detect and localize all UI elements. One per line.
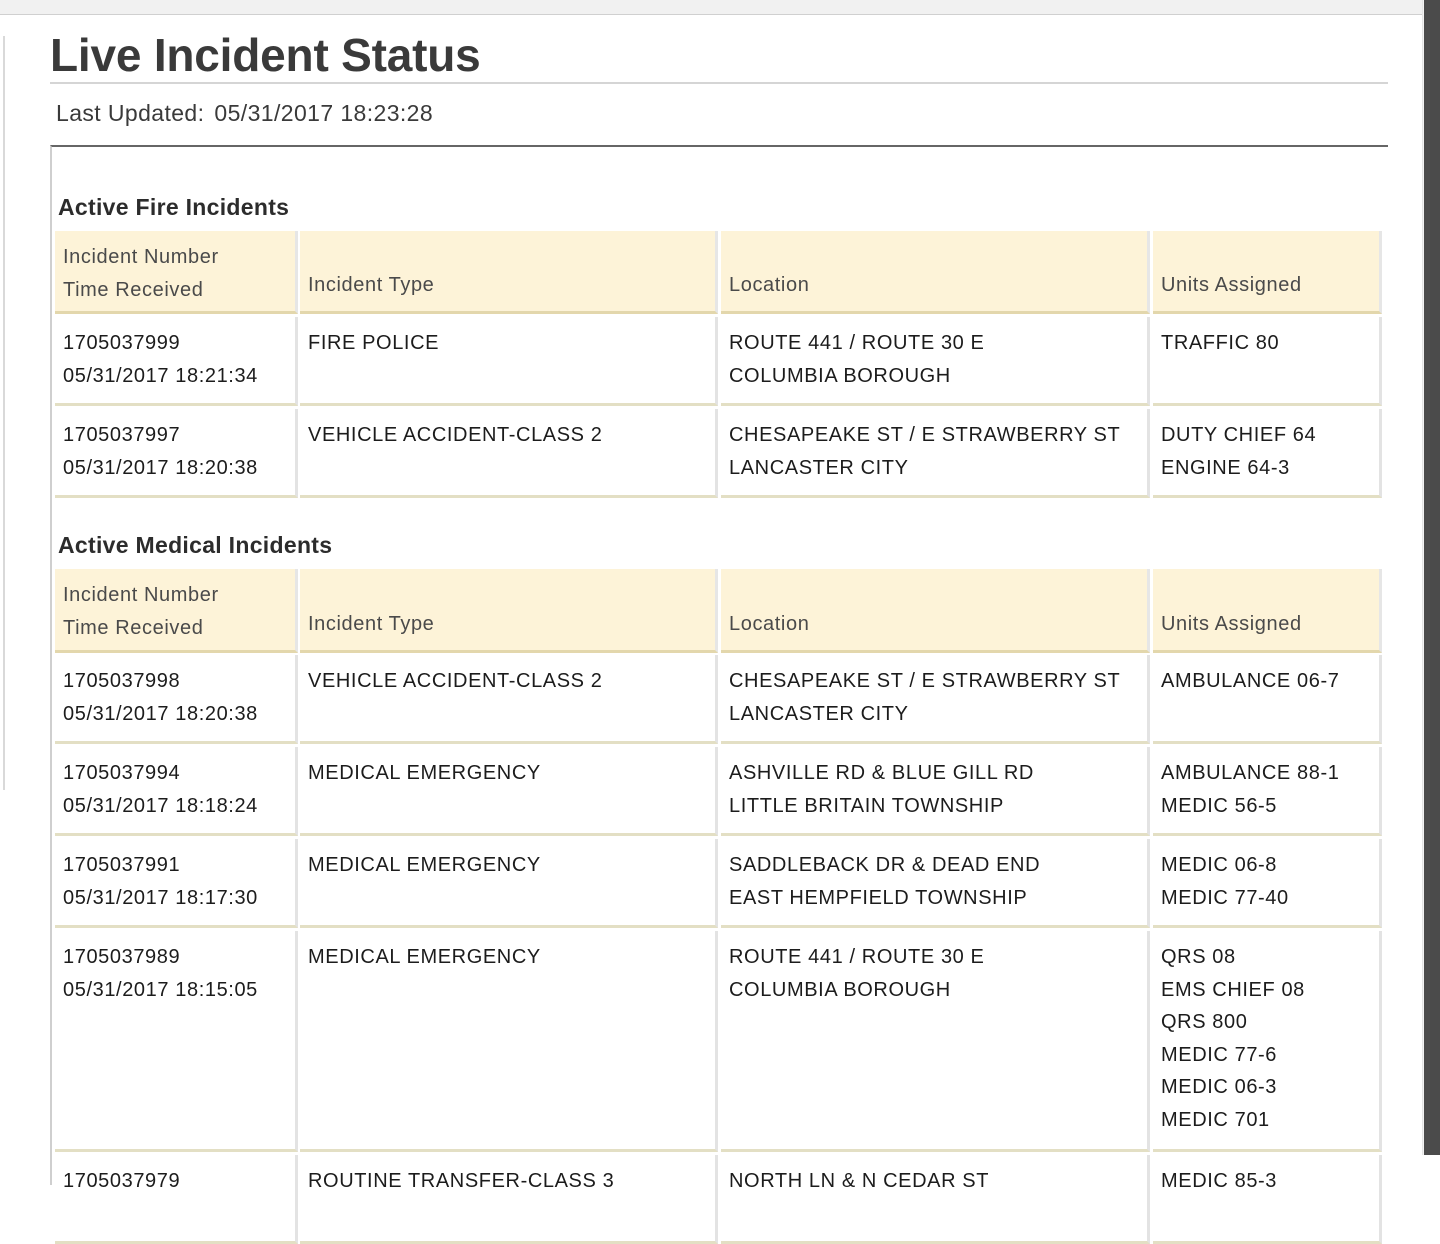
incident-type-cell <box>300 655 718 744</box>
unit-assigned: MEDIC 701 <box>1161 1108 1270 1131</box>
incident-number-cell <box>55 409 298 498</box>
header-units-assigned <box>1153 569 1382 653</box>
title-divider <box>50 82 1388 84</box>
header-location <box>721 231 1150 314</box>
incident-number-cell <box>55 839 298 928</box>
incident-type: ROUTINE TRANSFER-CLASS 3 <box>308 1170 615 1192</box>
header-location-label: Location <box>729 273 810 296</box>
unit-assigned: MEDIC 06-3 <box>1161 1076 1278 1098</box>
unit-assigned: MEDIC 06-8 <box>1161 854 1278 876</box>
unit-assigned: ENGINE 64-3 <box>1161 456 1290 479</box>
location-cell <box>721 1155 1150 1244</box>
last-updated-label: Last Updated: <box>56 100 205 126</box>
location-municipality: LANCASTER CITY <box>729 456 909 479</box>
time-received: 05/31/2017 18:20:38 <box>63 456 258 479</box>
incident-type: VEHICLE ACCIDENT-CLASS 2 <box>308 670 603 692</box>
table-header-row <box>55 231 1382 314</box>
incident-type: FIRE POLICE <box>308 332 440 354</box>
incident-number-cell <box>55 1155 298 1244</box>
location-cell <box>721 409 1150 498</box>
header-location <box>721 569 1150 653</box>
header-incident-type <box>300 569 718 653</box>
unit-assigned: MEDIC 85-3 <box>1161 1170 1278 1192</box>
incident-number: 1705037997 <box>63 424 181 446</box>
incident-type: MEDICAL EMERGENCY <box>308 854 541 876</box>
header-incident-number <box>55 569 298 653</box>
unit-assigned: DUTY CHIEF 64 <box>1161 424 1317 446</box>
table-row <box>55 747 1382 836</box>
incident-number-cell <box>55 655 298 744</box>
header-incident-number-label: Incident Number <box>63 246 219 268</box>
incident-type: MEDICAL EMERGENCY <box>308 946 541 968</box>
location-street: ASHVILLE RD & BLUE GILL RD <box>729 762 1034 784</box>
incident-number: 1705037998 <box>63 670 181 692</box>
units-assigned-cell <box>1153 409 1382 498</box>
medical-section-title: Active Medical Incidents <box>58 532 333 558</box>
incident-number-cell <box>55 317 298 406</box>
table-row <box>55 317 1382 406</box>
location-street: NORTH LN & N CEDAR ST <box>729 1170 990 1192</box>
units-assigned-cell <box>1153 1155 1382 1244</box>
unit-assigned: MEDIC 77-40 <box>1161 886 1289 909</box>
table-row <box>55 1155 1382 1244</box>
table-row <box>55 931 1382 1152</box>
left-sidebar-edge <box>3 36 5 790</box>
time-received: 05/31/2017 18:18:24 <box>63 794 258 817</box>
location-cell <box>721 655 1150 744</box>
location-cell <box>721 839 1150 928</box>
table-row <box>55 839 1382 928</box>
location-municipality: EAST HEMPFIELD TOWNSHIP <box>729 886 1028 909</box>
units-assigned-cell <box>1153 317 1382 406</box>
header-location-label: Location <box>729 612 810 635</box>
location-street: CHESAPEAKE ST / E STRAWBERRY ST <box>729 670 1121 692</box>
table-row <box>55 655 1382 744</box>
header-incident-number <box>55 231 298 314</box>
header-incident-type <box>300 231 718 314</box>
incident-type: MEDICAL EMERGENCY <box>308 762 541 784</box>
unit-assigned: MEDIC 77-6 <box>1161 1043 1278 1066</box>
unit-assigned: QRS 08 <box>1161 946 1236 968</box>
time-received: 05/31/2017 18:15:05 <box>63 978 258 1001</box>
time-received: 05/31/2017 18:17:30 <box>63 886 258 909</box>
location-street: ROUTE 441 / ROUTE 30 E <box>729 332 985 354</box>
header-time-received-label: Time Received <box>63 616 204 639</box>
incident-type-cell <box>300 409 718 498</box>
fire-section-title: Active Fire Incidents <box>58 194 290 220</box>
units-assigned-cell <box>1153 931 1382 1152</box>
incident-number: 1705037994 <box>63 762 181 784</box>
last-updated <box>56 100 433 127</box>
browser-top-bar <box>0 0 1422 15</box>
location-cell <box>721 747 1150 836</box>
location-municipality: COLUMBIA BOROUGH <box>729 978 951 1001</box>
unit-assigned: QRS 800 <box>1161 1011 1248 1033</box>
scrollbar-thumb[interactable] <box>1424 0 1440 1155</box>
header-incident-type-label: Incident Type <box>308 273 435 296</box>
header-incident-type-label: Incident Type <box>308 612 435 635</box>
time-received: 05/31/2017 18:21:34 <box>63 364 258 387</box>
incident-type-cell <box>300 317 718 406</box>
incident-number: 1705037991 <box>63 854 181 876</box>
incident-type-cell <box>300 1155 718 1244</box>
incident-number-cell <box>55 931 298 1152</box>
location-cell <box>721 931 1150 1152</box>
incident-type-cell <box>300 747 718 836</box>
location-municipality: LANCASTER CITY <box>729 702 909 725</box>
incident-number: 1705037999 <box>63 332 181 354</box>
location-street: SADDLEBACK DR & DEAD END <box>729 854 1041 876</box>
unit-assigned: EMS CHIEF 08 <box>1161 978 1305 1001</box>
header-units-assigned-label: Units Assigned <box>1161 273 1302 296</box>
unit-assigned: AMBULANCE 88-1 <box>1161 762 1340 784</box>
table-header-row <box>55 569 1382 653</box>
table-row <box>55 409 1382 498</box>
incident-type-cell <box>300 839 718 928</box>
location-street: ROUTE 441 / ROUTE 30 E <box>729 946 985 968</box>
unit-assigned: TRAFFIC 80 <box>1161 332 1280 354</box>
incident-number: 1705037979 <box>63 1170 181 1192</box>
last-updated-value: 05/31/2017 18:23:28 <box>214 100 434 126</box>
time-received: 05/31/2017 18:20:38 <box>63 702 258 725</box>
header-incident-number-label: Incident Number <box>63 584 219 606</box>
header-time-received-label: Time Received <box>63 278 204 301</box>
page-title: Live Incident Status <box>50 29 481 81</box>
location-street: CHESAPEAKE ST / E STRAWBERRY ST <box>729 424 1121 446</box>
header-units-assigned <box>1153 231 1382 314</box>
incident-number-cell <box>55 747 298 836</box>
location-municipality: LITTLE BRITAIN TOWNSHIP <box>729 794 1004 817</box>
incident-type: VEHICLE ACCIDENT-CLASS 2 <box>308 424 603 446</box>
incident-number: 1705037989 <box>63 946 181 968</box>
unit-assigned: AMBULANCE 06-7 <box>1161 670 1340 692</box>
location-cell <box>721 317 1150 406</box>
location-municipality: COLUMBIA BOROUGH <box>729 364 951 387</box>
unit-assigned: MEDIC 56-5 <box>1161 794 1278 817</box>
units-assigned-cell <box>1153 839 1382 928</box>
incident-type-cell <box>300 931 718 1152</box>
units-assigned-cell <box>1153 655 1382 744</box>
units-assigned-cell <box>1153 747 1382 836</box>
header-units-assigned-label: Units Assigned <box>1161 612 1302 635</box>
